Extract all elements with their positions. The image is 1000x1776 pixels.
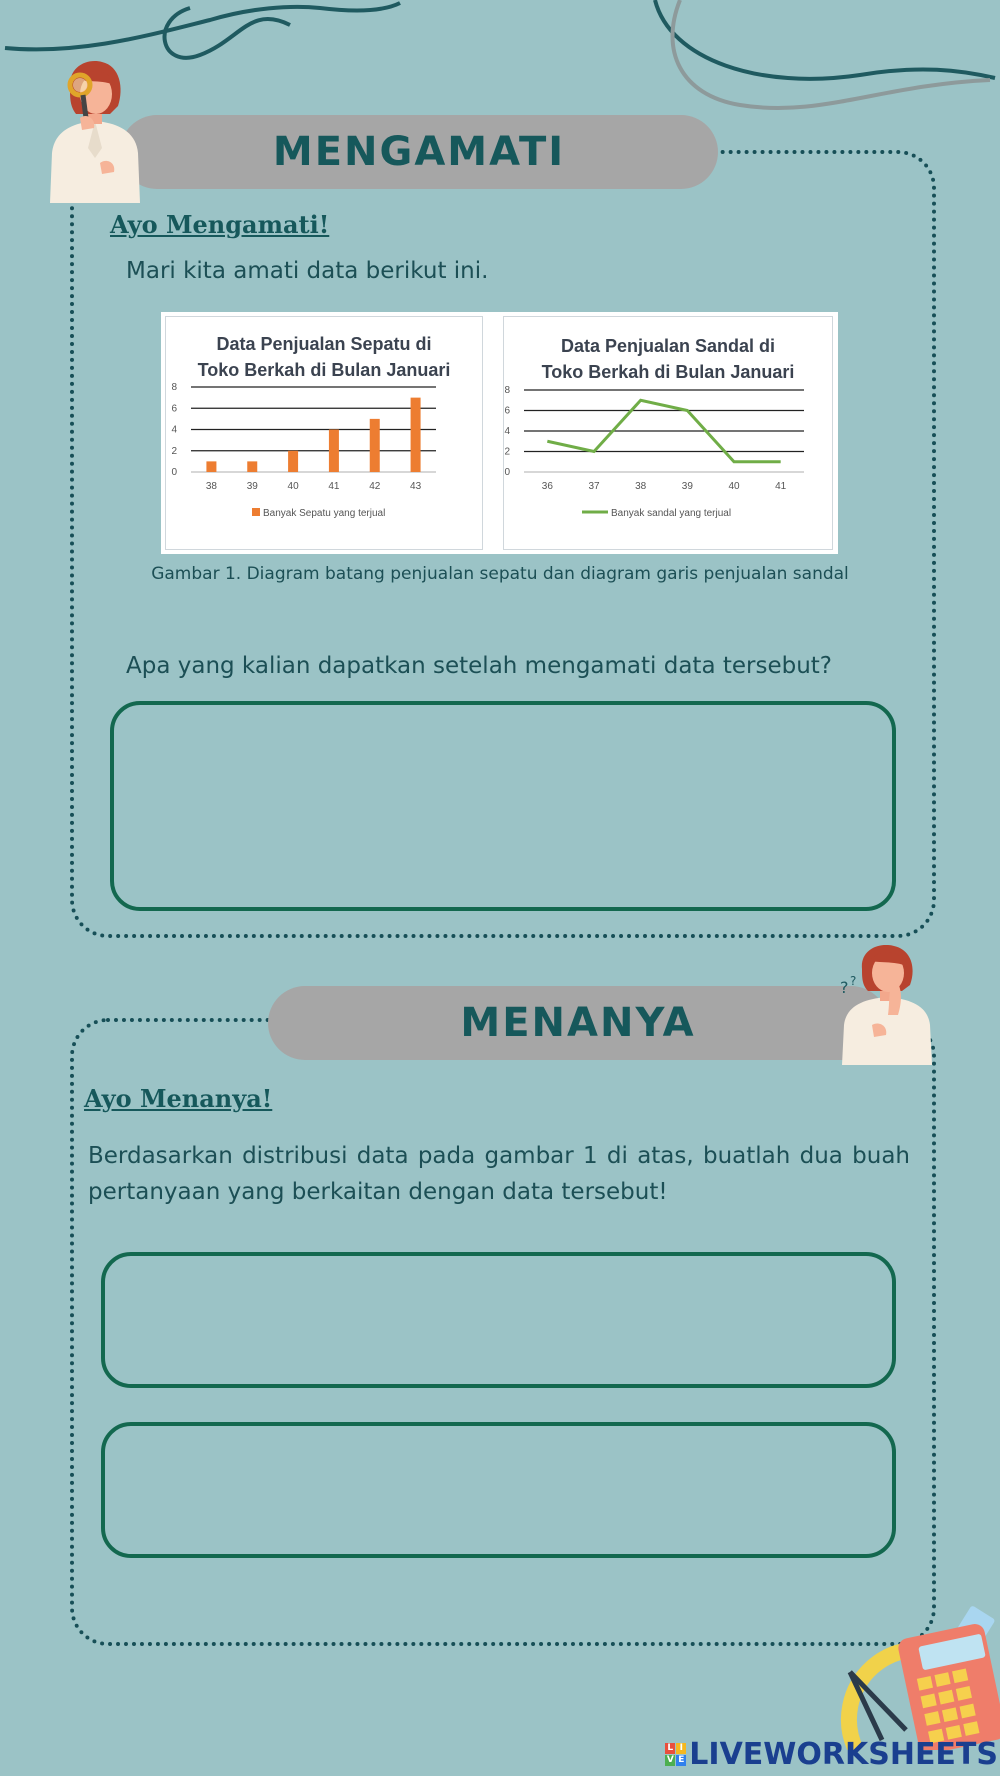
- bar: [288, 451, 298, 472]
- answer-box-mengamati[interactable]: [110, 701, 896, 911]
- y-tick-label: 6: [171, 403, 177, 415]
- figure-caption: Gambar 1. Diagram batang penjualan sepatu dan diagram garis penjualan sandal: [151, 564, 849, 584]
- instruction-text: Berdasarkan distribusi data pada gambar 1 di atas, buatlah dua buah pertanyaan yang berkaitan dengan data tersebut!: [88, 1143, 910, 1205]
- line-chart-panel: [503, 316, 833, 550]
- bar: [329, 430, 339, 473]
- legend-label: Banyak Sepatu yang terjual: [263, 508, 386, 519]
- y-tick-label: 2: [171, 445, 177, 457]
- line-chart: [504, 317, 832, 549]
- question-box-1[interactable]: [101, 1252, 896, 1388]
- stationery-calculator-icon: [836, 1600, 1000, 1750]
- y-tick-label: 8: [504, 385, 510, 396]
- character-thinking-icon: [832, 945, 942, 1065]
- live-badge-icon: L I V E: [666, 1743, 685, 1765]
- y-tick-label: 0: [504, 467, 510, 478]
- legend-swatch: [252, 508, 260, 516]
- line-chart-title-line2: Toko Berkah di Bulan Januari: [541, 362, 795, 382]
- y-tick-label: 0: [171, 467, 177, 478]
- section-mengamati-header: [120, 115, 718, 189]
- svg-text:?: ?: [840, 978, 849, 997]
- legend-label: Banyak sandal yang terjual: [611, 508, 732, 519]
- bar-chart: [166, 317, 482, 549]
- y-tick-label: 2: [504, 446, 510, 458]
- y-tick-label: 4: [171, 424, 177, 436]
- y-tick-label: 6: [504, 405, 510, 417]
- svg-text:?: ?: [850, 974, 857, 988]
- x-tick-label: 41: [775, 481, 787, 492]
- bar: [411, 398, 421, 472]
- x-tick-label: 42: [369, 481, 381, 492]
- x-tick-label: 38: [205, 481, 217, 492]
- x-tick-label: 39: [681, 481, 693, 492]
- bar: [206, 461, 216, 472]
- question-box-2[interactable]: [101, 1422, 896, 1558]
- bar-chart-title-line2: Toko Berkah di Bulan Januari: [197, 360, 451, 380]
- character-observer-icon: [40, 58, 150, 203]
- x-tick-label: 43: [410, 481, 422, 492]
- x-tick-label: 38: [635, 481, 647, 492]
- liveworksheets-logo-text: LIVEWORKSHEETS: [689, 1737, 998, 1772]
- subheading-ayo-mengamati: Ayo Mengamati!: [110, 210, 330, 239]
- intro-text: Mari kita amati data berikut ini.: [126, 258, 489, 284]
- question-text: Apa yang kalian dapatkan setelah mengamati data tersebut?: [126, 653, 833, 679]
- y-tick-label: 8: [171, 382, 177, 393]
- bar: [247, 461, 257, 472]
- section-menanya-header: [268, 986, 888, 1060]
- line-chart-title-line1: Data Penjualan Sandal di: [560, 336, 776, 356]
- liveworksheets-logo: [665, 1737, 998, 1772]
- x-tick-label: 36: [541, 481, 553, 492]
- x-tick-label: 41: [328, 481, 340, 492]
- subheading-ayo-menanya: Ayo Menanya!: [84, 1084, 273, 1113]
- y-tick-label: 4: [504, 426, 510, 437]
- x-tick-label: 37: [588, 481, 600, 492]
- figure-1-charts: [161, 312, 838, 554]
- bar-chart-panel: [165, 316, 483, 550]
- bar-chart-title-line1: Data Penjualan Sepatu di: [216, 334, 432, 354]
- section-title: MENANYA: [460, 1000, 696, 1046]
- x-tick-label: 39: [246, 481, 258, 492]
- section-title: MENGAMATI: [272, 129, 566, 175]
- x-tick-label: 40: [728, 481, 740, 492]
- x-tick-label: 40: [287, 481, 299, 492]
- bar: [370, 419, 380, 472]
